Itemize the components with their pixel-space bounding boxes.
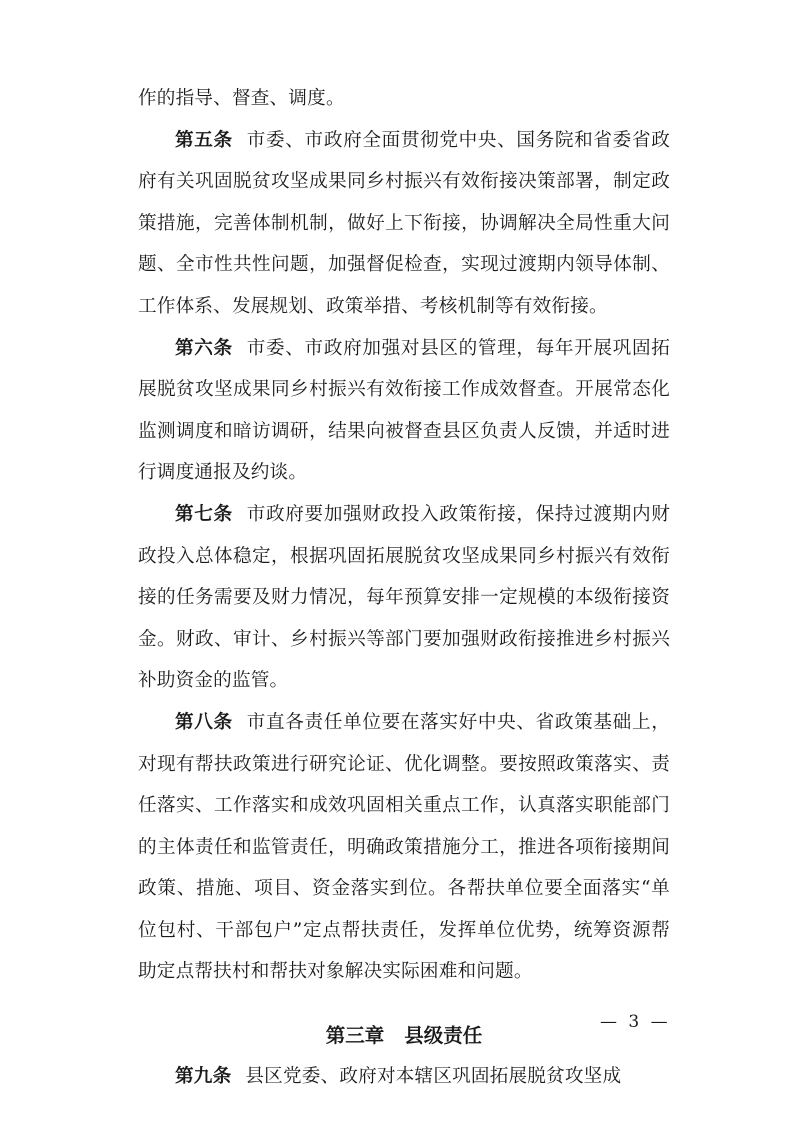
article-5: [138, 120, 670, 328]
article-text: 市直各责任单位要在落实好中央、省政策基础上，对现有帮扶政策进行研究论证、优化调整。要按照政策落实、责任落实、工作落实和成效巩固相关重点工作，认真落实职能部门的主体责任和监管责任，明确政策措施分工，推进各项衔接期间政策、措施、项目、资金落实到位。各帮扶单位要全面落实“单位包村、干部包户”定点帮扶责任，发挥单位优势，统筹资源帮助定点帮扶村和帮扶对象解决实际困难和问题。: [138, 711, 670, 983]
article-text: 县区党委、政府对本辖区巩固拓展脱贫攻坚成: [245, 1066, 622, 1088]
chapter-title: 县级责任: [404, 1024, 483, 1048]
paragraph-continuation: [138, 78, 670, 120]
paragraph-text: 作的指导、督查、调度。: [138, 88, 345, 109]
article-9: [138, 1056, 670, 1098]
article-text: 市委、市政府加强对县区的管理，每年开展巩固拓展脱贫攻坚成果同乡村振兴有效衔接工作成效督查。开展常态化监测调度和暗访调研，结果向被督查县区负责人反馈，并适时进行调度通报及约谈。: [138, 337, 670, 484]
article-label: 第八条: [175, 711, 233, 733]
page-number: — 3 —: [600, 1012, 671, 1032]
article-text: 市委、市政府全面贯彻党中央、国务院和省委省政府有关巩固脱贫攻坚成果同乡村振兴有效衔接决策部署，制定政策措施，完善体制机制，做好上下衔接，协调解决全局性重大问题、全市性共性问题，加强督促检查，实现过渡期内领导体制、工作体系、发展规划、政策举措、考核机制等有效衔接。: [138, 129, 670, 317]
article-label: 第七条: [175, 503, 233, 525]
chapter-number: 第三章: [325, 1024, 385, 1048]
article-8: [138, 702, 670, 993]
article-label: 第九条: [175, 1066, 232, 1088]
article-7: [138, 494, 670, 702]
document-body: [138, 78, 670, 1098]
chapter-heading: [138, 1015, 670, 1056]
article-label: 第六条: [175, 337, 233, 359]
article-label: 第五条: [175, 129, 233, 151]
article-6: [138, 328, 670, 494]
article-text: 市政府要加强财政投入政策衔接，保持过渡期内财政投入总体稳定，根据巩固拓展脱贫攻坚成果同乡村振兴有效衔接的任务需要及财力情况，每年预算安排一定规模的本级衔接资金。财政、审计、乡村振兴等部门要加强财政衔接推进乡村振兴补助资金的监管。: [138, 503, 670, 692]
